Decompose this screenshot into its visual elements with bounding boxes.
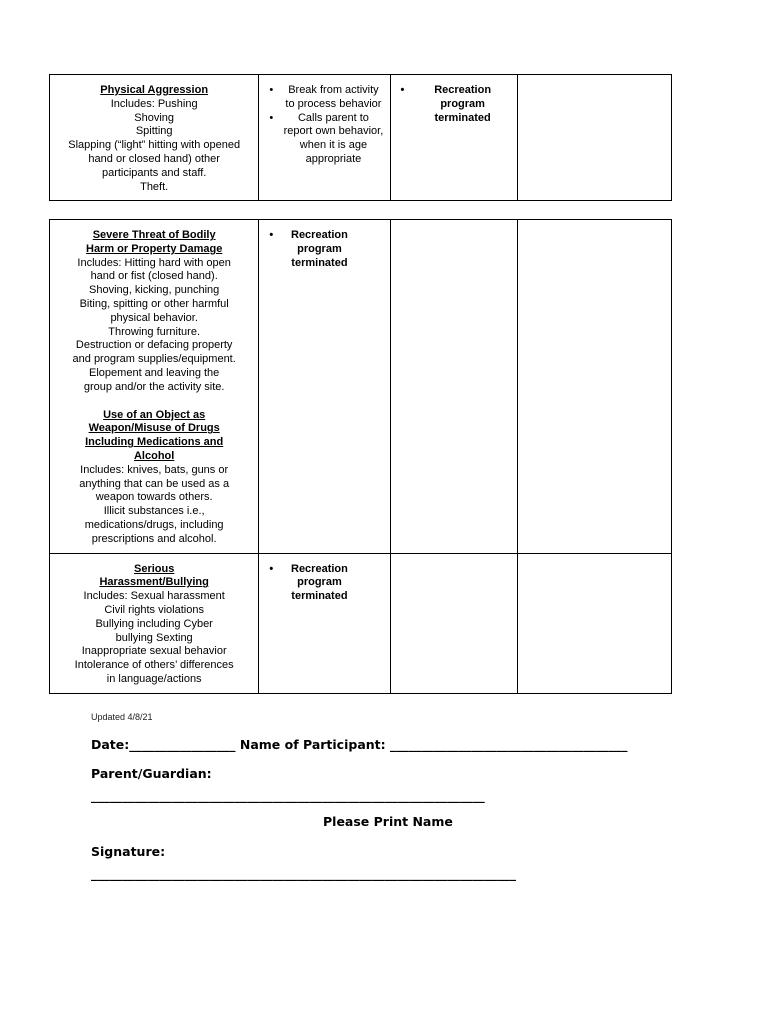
behavior-cell bbox=[50, 75, 259, 201]
consequence-cell bbox=[259, 553, 390, 693]
behavior-line: Includes: Pushing bbox=[110, 97, 198, 110]
date-participant-line[interactable]: Date:_________________ Name of Participant: ______________________________________ bbox=[91, 737, 628, 752]
table-row bbox=[50, 75, 672, 201]
behavior-line: group and/or the activity site. bbox=[83, 380, 225, 393]
consequence-item: • Calls parent to report own behavior, when it is age appropriate bbox=[269, 112, 383, 167]
blank-cell bbox=[517, 75, 671, 201]
print-name-caption: Please Print Name bbox=[323, 814, 453, 829]
consequence-item: • Recreation program terminated bbox=[401, 84, 511, 125]
behavior-line: bullying Sexting bbox=[115, 631, 193, 644]
behavior-line: in language/actions bbox=[106, 672, 202, 685]
behavior-line: medications/drugs, including bbox=[84, 518, 224, 531]
blank-cell bbox=[517, 553, 671, 693]
behavior-line: hand or closed hand) other bbox=[88, 152, 220, 165]
behavior-line: Spitting bbox=[135, 125, 173, 138]
behavior-line: Throwing furniture. bbox=[108, 325, 201, 338]
behavior-line: physical behavior. bbox=[110, 311, 198, 324]
consequence-cell bbox=[259, 75, 390, 201]
behavior-line: Shoving bbox=[134, 111, 175, 124]
behavior-line: weapon towards others. bbox=[95, 491, 213, 504]
behavior-line: Includes: knives, bats, guns or bbox=[80, 463, 229, 476]
behavior-line: Includes: Hitting hard with open bbox=[77, 256, 231, 269]
behavior-heading: Use of an Object as Weapon/Misuse of Drugs Including Medications and Alcohol bbox=[85, 408, 224, 462]
consequence-item: • Break from activity to process behavior bbox=[269, 84, 383, 112]
behavior-line: prescriptions and alcohol. bbox=[91, 532, 217, 545]
behavior-table-1 bbox=[49, 74, 672, 201]
consequence-cell-2 bbox=[390, 75, 517, 201]
signature-label: Signature: bbox=[91, 844, 166, 859]
behavior-heading: Serious Harassment/Bullying bbox=[99, 562, 209, 589]
behavior-line: participants and staff. bbox=[101, 166, 207, 179]
behavior-line: Illicit substances i.e., bbox=[103, 505, 205, 518]
behavior-line: Destruction or defacing property bbox=[75, 339, 233, 352]
blank-cell bbox=[517, 220, 671, 554]
blank-cell bbox=[390, 220, 517, 554]
table-row bbox=[50, 220, 672, 554]
behavior-table-2 bbox=[49, 219, 672, 694]
behavior-line: Intolerance of others’ differences bbox=[74, 659, 234, 672]
behavior-cell bbox=[50, 553, 259, 693]
parent-guardian-field[interactable]: _______________________________________________________________ bbox=[91, 788, 485, 803]
behavior-heading: Severe Threat of Bodily Harm or Property Damage bbox=[86, 229, 223, 255]
updated-date: Updated 4/8/21 bbox=[91, 712, 153, 722]
behavior-line: Slapping (“light” hitting with opened bbox=[68, 139, 241, 152]
behavior-line: Civil rights violations bbox=[104, 603, 204, 616]
behavior-line: Shoving, kicking, punching bbox=[89, 284, 220, 297]
behavior-line: Theft. bbox=[140, 180, 169, 193]
consequence-cell bbox=[259, 220, 390, 554]
behavior-line: hand or fist (closed hand). bbox=[90, 270, 218, 283]
consequence-item: • Recreation program terminated bbox=[269, 563, 383, 604]
behavior-line: Bullying including Cyber bbox=[95, 617, 213, 630]
parent-guardian-label: Parent/Guardian: bbox=[91, 766, 212, 781]
behavior-line: Elopement and leaving the bbox=[89, 366, 220, 379]
behavior-line: and program supplies/equipment. bbox=[72, 353, 236, 366]
behavior-line: Includes: Sexual harassment bbox=[83, 590, 225, 603]
behavior-line: anything that can be used as a bbox=[79, 477, 230, 490]
blank-cell bbox=[390, 553, 517, 693]
behavior-line: Biting, spitting or other harmful bbox=[79, 297, 229, 310]
signature-field[interactable]: ____________________________________________________________________ bbox=[91, 866, 516, 881]
behavior-cell bbox=[50, 220, 259, 554]
table-row bbox=[50, 553, 672, 693]
behavior-heading: Physical Aggression bbox=[100, 84, 209, 96]
behavior-line: Inappropriate sexual behavior bbox=[81, 645, 227, 658]
consequence-item: • Recreation program terminated bbox=[269, 229, 383, 270]
